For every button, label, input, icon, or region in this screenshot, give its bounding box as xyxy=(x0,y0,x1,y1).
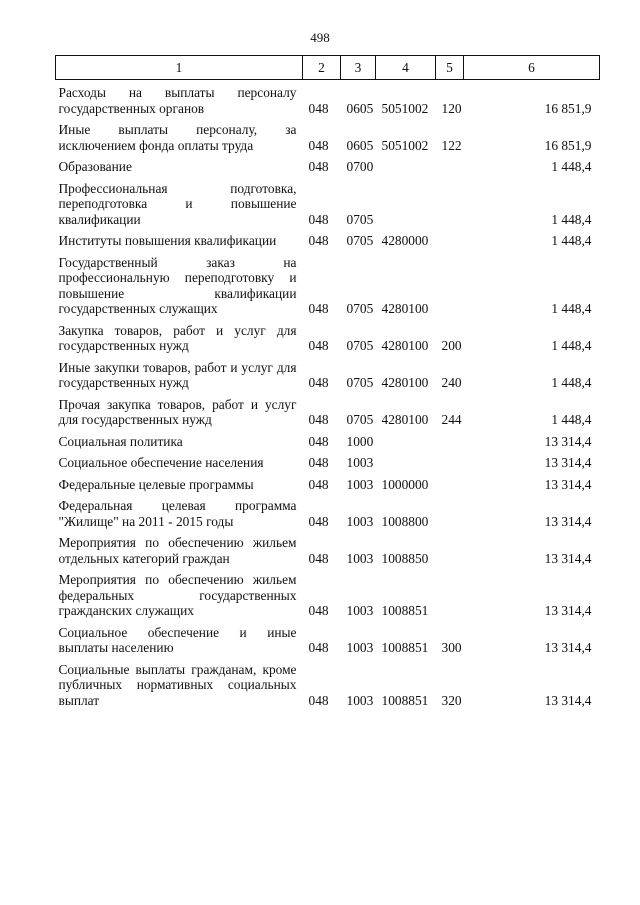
table-row xyxy=(56,455,600,477)
table-row xyxy=(56,181,600,234)
row-target-code: 1000000 xyxy=(381,476,429,492)
row-amount: 13 314,4 xyxy=(544,550,592,566)
table-row xyxy=(56,233,600,255)
row-target-code xyxy=(376,455,436,477)
row-amount: 13 314,4 xyxy=(544,455,592,470)
row-amount: 1 448,4 xyxy=(551,412,592,427)
table-row xyxy=(56,159,600,181)
row-expense-type-code xyxy=(436,572,464,625)
row-expense-type-code: 120 xyxy=(441,100,462,116)
row-name-cell: Профессиональная подготовка, переподготовка и повышение квалификации xyxy=(58,180,297,227)
row-expense-type-code: 200 xyxy=(441,338,462,353)
row-name-cell: Социальное обеспечение населения xyxy=(58,455,264,470)
row-section-code: 0605 xyxy=(346,100,374,116)
table-row xyxy=(56,498,600,535)
row-ministry-code: 048 xyxy=(308,513,329,529)
row-ministry-code: 048 xyxy=(308,301,329,316)
column-header-1: 1 xyxy=(56,56,303,80)
row-expense-type-code xyxy=(436,181,464,234)
row-ministry-code: 048 xyxy=(308,338,329,353)
row-target-code: 1008851 xyxy=(381,692,429,708)
row-section-code: 0705 xyxy=(346,233,374,248)
row-name-cell: Образование xyxy=(58,159,132,174)
row-section-code: 1003 xyxy=(346,640,374,655)
row-expense-type-code: 240 xyxy=(441,375,462,390)
row-expense-type-code: 122 xyxy=(441,137,462,153)
table-row xyxy=(56,323,600,360)
row-expense-type-code xyxy=(436,434,464,456)
row-name-cell: Федеральная целевая программа "Жилище" на 2011 - 2015 годы xyxy=(58,498,297,529)
row-amount: 1 448,4 xyxy=(551,338,592,353)
row-expense-type-code xyxy=(436,455,464,477)
row-ministry-code: 048 xyxy=(308,550,329,566)
page-number: 498 xyxy=(310,30,330,45)
row-expense-type-code xyxy=(436,477,464,499)
row-ministry-code: 048 xyxy=(308,137,329,153)
column-header-4: 4 xyxy=(376,56,436,80)
row-expense-type-code xyxy=(436,535,464,572)
table-header-row xyxy=(56,56,600,80)
row-amount: 1 448,4 xyxy=(551,233,592,248)
row-section-code: 1003 xyxy=(346,455,374,470)
row-amount: 1 448,4 xyxy=(551,301,592,316)
table-row xyxy=(56,434,600,456)
table-body xyxy=(56,80,600,715)
row-section-code: 0700 xyxy=(346,159,374,174)
row-name-cell: Социальная политика xyxy=(58,433,183,449)
row-name-cell: Институты повышения квалификации xyxy=(58,233,277,248)
row-section-code: 0605 xyxy=(346,137,374,153)
row-section-code: 1003 xyxy=(346,513,374,529)
row-target-code: 5051002 xyxy=(381,137,429,153)
row-ministry-code: 048 xyxy=(308,476,329,492)
row-name-cell: Социальное обеспечение и иные выплаты населению xyxy=(58,624,297,655)
table-row xyxy=(56,122,600,159)
row-section-code: 1003 xyxy=(346,476,374,492)
row-amount: 13 314,4 xyxy=(544,692,592,708)
row-amount: 13 314,4 xyxy=(544,476,592,492)
row-amount: 16 851,9 xyxy=(544,100,592,116)
row-amount: 1 448,4 xyxy=(551,159,592,174)
row-name-cell: Закупка товаров, работ и услуг для государственных нужд xyxy=(58,322,297,353)
row-ministry-code: 048 xyxy=(308,412,329,427)
row-name-cell: Расходы на выплаты персоналу государственных органов xyxy=(58,85,297,116)
row-target-code: 4280100 xyxy=(381,338,429,353)
row-target-code: 5051002 xyxy=(381,100,429,116)
table-row xyxy=(56,477,600,499)
row-expense-type-code xyxy=(436,255,464,323)
row-target-code: 4280100 xyxy=(381,412,429,427)
row-target-code: 1008851 xyxy=(381,603,429,618)
table-row xyxy=(56,397,600,434)
row-ministry-code: 048 xyxy=(308,233,329,248)
row-target-code xyxy=(376,159,436,181)
row-amount: 16 851,9 xyxy=(544,137,592,153)
row-expense-type-code xyxy=(436,233,464,255)
column-header-5: 5 xyxy=(436,56,464,80)
column-header-2: 2 xyxy=(303,56,341,80)
row-ministry-code: 048 xyxy=(308,375,329,390)
row-section-code: 1003 xyxy=(346,550,374,566)
row-ministry-code: 048 xyxy=(308,603,329,618)
row-amount: 13 314,4 xyxy=(544,603,592,618)
budget-table xyxy=(55,55,600,714)
table-row xyxy=(56,535,600,572)
row-expense-type-code: 300 xyxy=(441,640,462,655)
table-row xyxy=(56,255,600,323)
row-target-code xyxy=(376,181,436,234)
row-ministry-code: 048 xyxy=(308,455,329,470)
row-amount: 1 448,4 xyxy=(551,375,592,390)
row-target-code: 4280000 xyxy=(381,233,429,248)
row-name-cell: Иные закупки товаров, работ и услуг для государственных нужд xyxy=(58,359,297,390)
row-target-code: 4280100 xyxy=(381,301,429,316)
row-name-cell: Социальные выплаты гражданам, кроме публичных нормативных социальных выплат xyxy=(58,661,297,708)
row-target-code: 1008800 xyxy=(381,513,429,529)
table-row xyxy=(56,360,600,397)
row-ministry-code: 048 xyxy=(308,159,329,174)
row-expense-type-code xyxy=(436,159,464,181)
row-expense-type-code: 320 xyxy=(441,692,462,708)
row-ministry-code: 048 xyxy=(308,100,329,116)
table-row xyxy=(56,662,600,715)
row-amount: 1 448,4 xyxy=(551,211,592,227)
row-name-cell: Мероприятия по обеспечению жильем федеральных государственных гражданских служащих xyxy=(58,572,297,618)
row-ministry-code: 048 xyxy=(308,433,329,449)
row-expense-type-code xyxy=(436,498,464,535)
column-header-6: 6 xyxy=(464,56,600,80)
row-ministry-code: 048 xyxy=(308,640,329,655)
row-section-code: 0705 xyxy=(346,301,374,316)
row-expense-type-code: 244 xyxy=(441,412,462,427)
row-section-code: 1003 xyxy=(346,692,374,708)
row-name-cell: Мероприятия по обеспечению жильем отдельных категорий граждан xyxy=(58,535,297,566)
row-target-code: 4280100 xyxy=(381,375,429,390)
row-amount: 13 314,4 xyxy=(544,433,592,449)
row-name-cell: Федеральные целевые программы xyxy=(58,476,254,492)
row-amount: 13 314,4 xyxy=(544,640,592,655)
row-section-code: 0705 xyxy=(346,211,374,227)
row-section-code: 1000 xyxy=(346,433,374,449)
row-amount: 13 314,4 xyxy=(544,513,592,529)
row-name-cell: Прочая закупка товаров, работ и услуг для государственных нужд xyxy=(58,396,297,427)
row-target-code xyxy=(376,434,436,456)
row-section-code: 0705 xyxy=(346,412,374,427)
column-header-3: 3 xyxy=(341,56,376,80)
row-ministry-code: 048 xyxy=(308,211,329,227)
row-section-code: 0705 xyxy=(346,375,374,390)
row-section-code: 1003 xyxy=(346,603,374,618)
table-row xyxy=(56,80,600,123)
row-name-cell: Иные выплаты персоналу, за исключением фонда оплаты труда xyxy=(58,122,297,153)
row-name-cell: Государственный заказ на профессиональную переподготовку и повышение квалификации государственных служащих xyxy=(58,254,297,316)
row-target-code: 1008850 xyxy=(381,550,429,566)
table-row xyxy=(56,572,600,625)
table-row xyxy=(56,625,600,662)
row-target-code: 1008851 xyxy=(381,640,429,655)
row-section-code: 0705 xyxy=(346,338,374,353)
row-ministry-code: 048 xyxy=(308,692,329,708)
